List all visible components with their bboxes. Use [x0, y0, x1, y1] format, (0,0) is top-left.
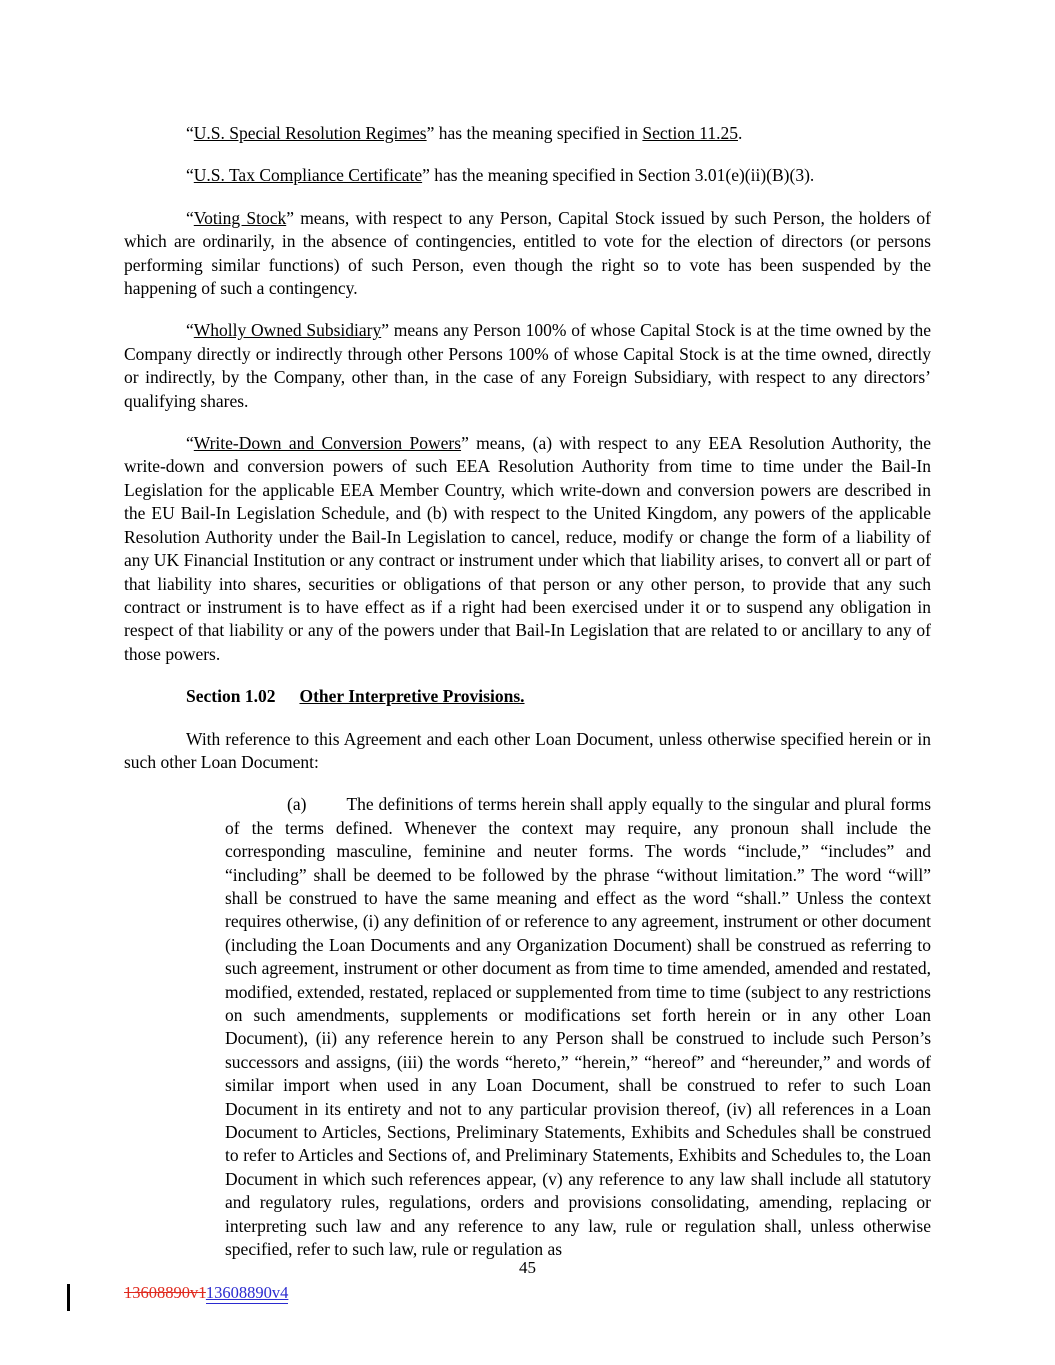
open-quote: “ — [186, 165, 194, 186]
definition-text: ” has the meaning specified in — [426, 123, 643, 143]
defined-term: Write-Down and Conversion Powers — [193, 433, 462, 454]
definition-wholly-owned-subsidiary — [124, 319, 931, 413]
definition-text: ” means, with respect to any Person, Capital Stock issued by such Person, the holders of which are ordinarily, in the absence of contingencies, entitled to vote for the election of directors (or persons performing similar functions) of such Person, even though the right so to vote has been suspended by the happening of such a contingency. — [124, 207, 931, 299]
defined-term: Voting Stock — [193, 207, 287, 228]
definition-voting-stock — [124, 207, 931, 301]
definition-write-down-and-conversion-powers — [124, 432, 931, 666]
section-number: Section 1.02 — [186, 686, 276, 707]
section-heading — [124, 685, 931, 708]
document-id-footer — [124, 1283, 288, 1303]
definition-text: ” means any Person 100% of whose Capital Stock is at the time owned by the Company directly or indirectly through other Persons 100% of whose Capital Stock is at the time owned, directly or indirectly, by the Company, other than, in the case of any Foreign Subsidiary, with respect to any directors’ qualifying shares. — [124, 320, 931, 411]
definition-text: . — [737, 123, 743, 143]
definition-text: ” has the meaning specified in Section 3.01(e)(ii)(B)(3). — [422, 165, 815, 186]
open-quote: “ — [186, 207, 194, 228]
clause-text: The definitions of terms herein shall apply equally to the singular and plural forms of the terms defined. Whenever the context may require, any pronoun shall include the corresponding masculine, feminine and neuter forms. The words “include,” “includes” and “including” shall be deemed to be followed by the phrase “without limitation.” The word “will” shall be construed to have the same meaning and effect as the word “shall.” Unless the context requires otherwise, (i) any definition of or reference to any agreement, instrument or other document (including the Loan Documents and any Organization Document) shall be construed as referring to such agreement, instrument or other document as from time to time amended, amended and restated, modified, extended, restated, replaced or supplemented from time to time (subject to any restrictions on such amendments, supplements or modifications set forth herein or in any other Loan Document), (ii) any reference herein to any Person shall be construed to include such Person’s successors and assigns, (iii) the words “hereto,” “herein,” “hereof” and “hereunder,” and words of similar import when used in any Loan Document, shall be construed to refer to such Loan Document in its entirety and not to any particular provision thereof, (iv) all references in a Loan Document to Articles, Sections, Preliminary Statements, Exhibits and Schedules shall be construed to refer to Articles and Sections of, and Preliminary Statements, Exhibits and Schedules to, the Loan Document in which such references appear, (v) any reference to any law shall include all statutory and regulatory rules, regulations, orders and provisions consolidating, amending, replacing or interpreting such law and any reference to any law, rule or regulation shall, unless otherwise specified, refer to such law, rule or regulation as — [225, 794, 931, 1260]
clause-a-paragraph — [225, 793, 931, 1261]
deleted-document-id: 13608890v1 — [124, 1283, 206, 1302]
definition-text: ” means, (a) with respect to any EEA Resolution Authority, the write-down and conversion powers of such EEA Resolution Authority from time to time under the Bail-In Legislation for the applicable EEA Member Country, which write-down and conversion powers are described in the EU Bail-In Legislation Schedule, and (b) with respect to the United Kingdom, any powers of the applicable Resolution Authority under the Bail-In Legislation to cancel, reduce, modify or change the form of a liability of any UK Financial Institution or any contract or instrument under which that liability arises, to convert all or part of that liability into shares, securities or obligations of that person or any other person, to provide that any such contract or instrument is to have effect as if a right had been exercised under it or to suspend any obligation in respect of that liability or any of the powers under that Bail-In Legislation that are related to or ancillary to any of those powers. — [124, 433, 931, 664]
definition-us-special-resolution-regimes — [124, 122, 931, 145]
open-quote: “ — [186, 123, 194, 143]
open-quote: “ — [186, 320, 194, 341]
defined-term: U.S. Tax Compliance Certificate — [193, 165, 423, 186]
definition-us-tax-compliance-certificate — [124, 164, 931, 187]
defined-term: U.S. Special Resolution Regimes — [193, 123, 427, 143]
defined-term: Wholly Owned Subsidiary — [193, 320, 382, 341]
intro-paragraph: With reference to this Agreement and each other Loan Document, unless otherwise specified herein or in such other Loan Document: — [124, 728, 931, 772]
section-reference: Section 11.25 — [642, 123, 738, 143]
clause-marker: (a) — [287, 794, 307, 815]
page-content — [124, 122, 931, 1280]
section-title: Other Interpretive Provisions. — [299, 686, 525, 707]
revision-change-bar — [67, 1284, 70, 1311]
inserted-document-id: 13608890v4 — [205, 1283, 289, 1302]
open-quote: “ — [186, 433, 194, 454]
page-number: 45 — [519, 1258, 536, 1277]
